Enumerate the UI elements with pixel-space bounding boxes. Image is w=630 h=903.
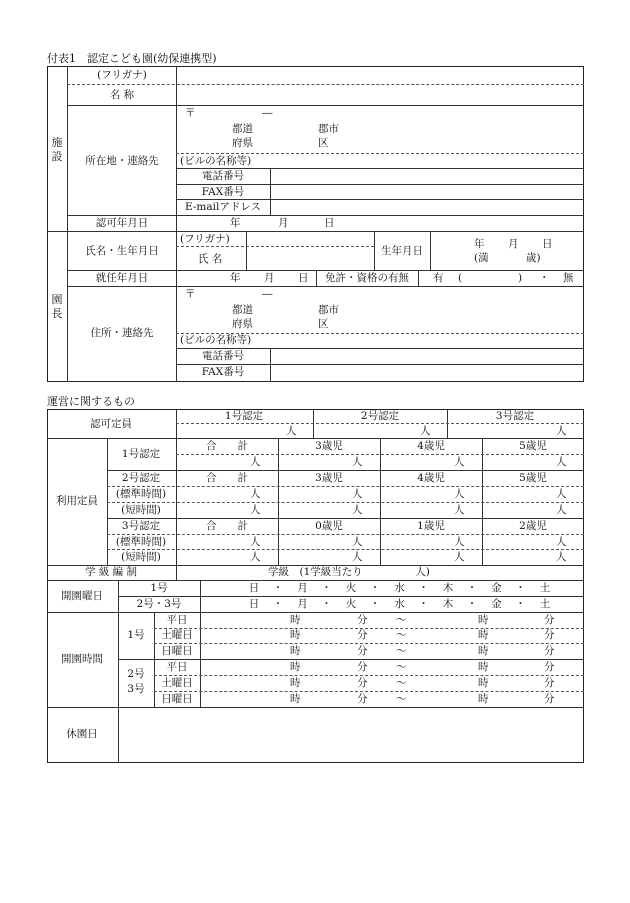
- director-fax-label: FAX番号: [201, 366, 245, 378]
- usage-cert3-age0: 0歳児: [315, 520, 343, 532]
- hours-minute: 分: [544, 693, 555, 705]
- hours-minute: 分: [544, 629, 555, 641]
- usage-cert2-sht-p4: 人: [556, 504, 567, 516]
- day-separator: ・: [272, 582, 284, 594]
- hours-day-saturday: 土曜日: [161, 677, 193, 689]
- director-city-a: 郡市: [318, 304, 339, 316]
- birth-day: 日: [542, 238, 553, 250]
- usage-cert3-short: (短時間): [121, 551, 161, 563]
- facility-side-label: 施設: [51, 136, 63, 163]
- day-3: 水: [394, 598, 405, 610]
- hours-hour: 時: [478, 614, 489, 626]
- day-separator: ・: [321, 598, 332, 610]
- day-2: 火: [345, 582, 357, 594]
- operations-heading: 運営に関するもの: [47, 395, 135, 408]
- director-furigana-label: (フリガナ): [180, 233, 230, 245]
- usage-cert2-sht-p2: 人: [352, 504, 363, 516]
- usage-cert3-std-p2: 人: [352, 536, 363, 548]
- usage-cert3-age2: 2歳児: [519, 520, 547, 532]
- hours-minute: 分: [357, 629, 368, 641]
- birth-year: 年: [474, 238, 485, 250]
- hours-hour: 時: [290, 614, 301, 626]
- director-appointed-label: 就任年月日: [95, 272, 149, 284]
- appointed-day: 日: [298, 272, 309, 284]
- hours-label: 開園時間: [61, 653, 103, 665]
- day-separator: ・: [272, 598, 284, 610]
- director-city-b: 区: [318, 318, 329, 330]
- capacity-cert1: 1号認定: [224, 410, 264, 422]
- day-1: 月: [297, 598, 308, 610]
- capacity-cert3: 3号認定: [495, 410, 535, 422]
- license-yes: 有: [433, 272, 444, 284]
- day-separator: ・: [321, 582, 332, 594]
- hours-no3: 3号: [127, 683, 145, 695]
- hours-hour: 時: [290, 693, 301, 705]
- license-no: 無: [563, 272, 574, 284]
- hours-hour: 時: [478, 661, 489, 673]
- facility-city-b: 区: [318, 137, 329, 149]
- director-name-birth-label: 氏名・生年月日: [85, 245, 159, 257]
- hours-minute: 分: [357, 677, 368, 689]
- hours-minute: 分: [357, 645, 368, 657]
- hours-no1: 1号: [127, 629, 145, 641]
- director-name-label: 氏 名: [198, 253, 223, 265]
- hours-minute: 分: [357, 614, 368, 626]
- director-phone-label: 電話番号: [202, 350, 244, 362]
- open-days-label: 開園曜日: [61, 590, 103, 602]
- facility-furigana-label: (フリガナ): [97, 69, 147, 81]
- day-4: 木: [442, 598, 454, 610]
- operations-table: [47, 409, 584, 763]
- hours-hour: 時: [290, 645, 301, 657]
- usage-cert2-std-p3: 人: [454, 488, 465, 500]
- capacity-cert2: 2号認定: [360, 410, 400, 422]
- usage-cert3-sht-p2: 人: [352, 551, 363, 563]
- usage-cert2: 2号認定: [121, 472, 161, 484]
- usage-cert3-sht-p1: 人: [250, 551, 261, 563]
- day-separator: ・: [369, 582, 381, 594]
- hours-tilde: ～: [396, 629, 407, 641]
- usage-label: 利用定員: [56, 495, 98, 507]
- director-address-label: 住所・連絡先: [90, 327, 154, 339]
- facility-address-label: 所在地・連絡先: [85, 155, 159, 167]
- hours-day-sunday: 日曜日: [161, 693, 193, 705]
- usage-cert3-total: 合 計: [206, 520, 248, 532]
- usage-cert2-std-p4: 人: [556, 488, 567, 500]
- day-2: 火: [345, 598, 357, 610]
- open-days-no23: 2号・3号: [136, 598, 182, 610]
- facility-phone-label: 電話番号: [202, 170, 244, 182]
- usage-cert2-age3: 3歳児: [315, 472, 343, 484]
- usage-cert3-standard: (標準時間): [115, 536, 167, 548]
- usage-cert2-standard: (標準時間): [115, 488, 167, 500]
- day-separator: ・: [369, 598, 381, 610]
- day-separator: ・: [466, 598, 478, 610]
- hours-tilde: ～: [396, 693, 407, 705]
- hours-minute: 分: [544, 614, 555, 626]
- usage-cert2-sht-p3: 人: [454, 504, 465, 516]
- facility-postal-dash: ―: [262, 107, 273, 119]
- open-days-no1: 1号: [150, 582, 168, 594]
- age-open: (満: [474, 252, 489, 264]
- facility-prefecture-b: 府県: [232, 137, 253, 149]
- hours-hour: 時: [478, 645, 489, 657]
- approval-month: 月: [278, 217, 289, 229]
- day-3: 水: [394, 582, 405, 594]
- hours-day-weekday: 平日: [166, 661, 188, 673]
- day-6: 土: [539, 582, 551, 594]
- usage-cert3: 3号認定: [121, 520, 161, 532]
- usage-cert1-p1: 人: [250, 456, 261, 468]
- facility-approval-label: 認可年月日: [95, 217, 149, 229]
- day-5: 金: [491, 582, 502, 594]
- form-title: 付表1 認定こども園(幼保連携型): [47, 52, 217, 65]
- usage-cert2-total: 合 計: [206, 472, 248, 484]
- birth-month: 月: [508, 238, 519, 250]
- usage-cert2-age5: 5歳児: [519, 472, 547, 484]
- hours-hour: 時: [478, 693, 489, 705]
- hours-hour: 時: [478, 677, 489, 689]
- hours-minute: 分: [544, 661, 555, 673]
- class-text: 学級 (1学級当たり 人): [268, 566, 430, 578]
- facility-fax-label: FAX番号: [201, 186, 245, 198]
- closed-days-label: 休園日: [66, 728, 98, 740]
- day-5: 金: [491, 598, 502, 610]
- facility-name-label: 名 称: [109, 89, 135, 101]
- usage-cert1-p4: 人: [556, 456, 567, 468]
- appointed-month: 月: [264, 272, 275, 284]
- facility-building-label: (ビルの名称等): [180, 155, 252, 167]
- facility-postal-mark: 〒: [185, 107, 196, 119]
- director-prefecture-a: 都道: [232, 304, 253, 316]
- hours-day-weekday: 平日: [166, 614, 188, 626]
- usage-cert1-age5: 5歳児: [519, 440, 547, 452]
- day-6: 土: [539, 598, 551, 610]
- hours-tilde: ～: [396, 677, 407, 689]
- hours-day-saturday: 土曜日: [161, 629, 193, 641]
- usage-cert1-age3: 3歳児: [315, 440, 343, 452]
- usage-cert2-age4: 4歳児: [417, 472, 445, 484]
- hours-no2: 2号: [127, 668, 145, 680]
- hours-minute: 分: [357, 693, 368, 705]
- license-label: 免許・資格の有無: [325, 272, 409, 284]
- hours-minute: 分: [357, 661, 368, 673]
- director-postal-mark: 〒: [185, 288, 196, 300]
- hours-tilde: ～: [396, 614, 407, 626]
- hours-tilde: ～: [396, 645, 407, 657]
- license-dot: ・: [539, 272, 550, 284]
- capacity-person-1: 人: [286, 425, 297, 437]
- day-separator: ・: [418, 582, 429, 594]
- hours-day-sunday: 日曜日: [161, 645, 193, 657]
- day-separator: ・: [418, 598, 429, 610]
- day-separator: ・: [515, 598, 526, 610]
- usage-cert1-p3: 人: [454, 456, 465, 468]
- capacity-person-2: 人: [420, 425, 431, 437]
- usage-cert1-total: 合 計: [206, 440, 248, 452]
- usage-cert3-std-p3: 人: [454, 536, 465, 548]
- class-label: 学 級 編 制: [84, 566, 138, 578]
- approval-year: 年: [230, 217, 241, 229]
- director-side-label: 園長: [51, 293, 63, 320]
- usage-cert2-std-p2: 人: [352, 488, 363, 500]
- capacity-person-3: 人: [556, 425, 567, 437]
- usage-cert2-short: (短時間): [121, 504, 161, 516]
- usage-cert3-sht-p3: 人: [454, 551, 465, 563]
- director-prefecture-b: 府県: [232, 318, 253, 330]
- day-4: 木: [442, 582, 454, 594]
- hours-minute: 分: [544, 645, 555, 657]
- hours-hour: 時: [290, 661, 301, 673]
- director-birth-label: 生年月日: [381, 245, 423, 257]
- day-0: 日: [248, 582, 260, 594]
- day-separator: ・: [466, 582, 478, 594]
- usage-cert2-std-p1: 人: [250, 488, 261, 500]
- usage-cert3-std-p1: 人: [250, 536, 261, 548]
- license-paren-open: (: [458, 272, 463, 284]
- age-close: 歳): [526, 252, 541, 264]
- day-separator: ・: [515, 582, 526, 594]
- hours-hour: 時: [478, 629, 489, 641]
- director-postal-dash: ―: [262, 288, 273, 300]
- usage-cert3-age1: 1歳児: [417, 520, 445, 532]
- approval-day: 日: [324, 217, 335, 229]
- day-1: 月: [297, 582, 308, 594]
- facility-city-a: 郡市: [318, 123, 339, 135]
- usage-cert3-sht-p4: 人: [556, 551, 567, 563]
- hours-hour: 時: [290, 677, 301, 689]
- appointed-year: 年: [230, 272, 241, 284]
- hours-minute: 分: [544, 677, 555, 689]
- capacity-label: 認可定員: [90, 418, 132, 430]
- facility-email-label: E-mailアドレス: [184, 201, 262, 213]
- hours-hour: 時: [290, 629, 301, 641]
- hours-tilde: ～: [396, 661, 407, 673]
- director-building-label: (ビルの名称等): [180, 334, 252, 346]
- license-paren-close: ): [518, 272, 523, 284]
- day-0: 日: [248, 598, 260, 610]
- usage-cert1: 1号認定: [121, 448, 161, 460]
- usage-cert1-age4: 4歳児: [417, 440, 445, 452]
- usage-cert2-sht-p1: 人: [250, 504, 261, 516]
- usage-cert1-p2: 人: [352, 456, 363, 468]
- usage-cert3-std-p4: 人: [556, 536, 567, 548]
- facility-prefecture-a: 都道: [232, 123, 253, 135]
